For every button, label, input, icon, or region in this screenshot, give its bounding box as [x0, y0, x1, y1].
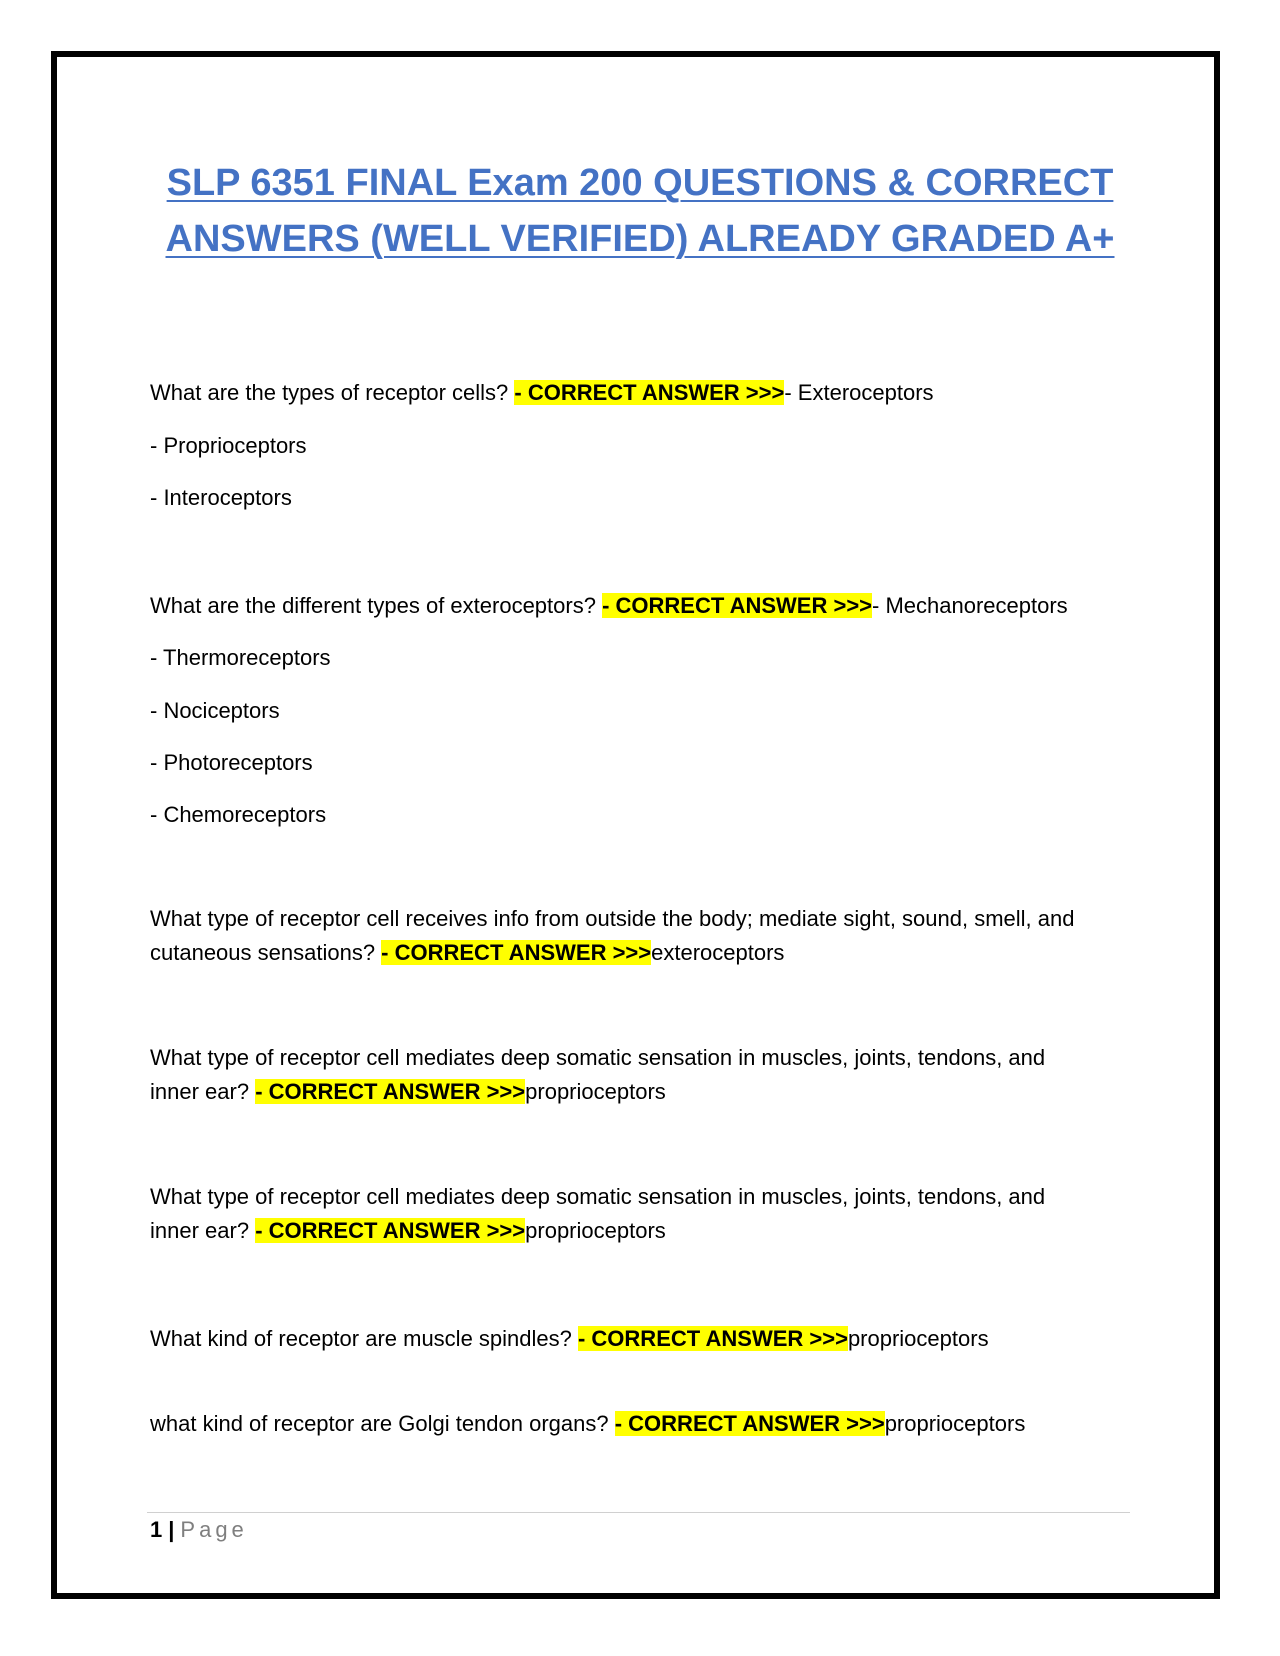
question-text: inner ear? [150, 1218, 256, 1243]
qa-item-4-question-line-2 [150, 1074, 666, 1109]
answer-list-item: - Photoreceptors [150, 750, 313, 775]
qa-item-2-question [150, 588, 1068, 623]
footer-divider [147, 1512, 1130, 1513]
question-text: What kind of receptor are muscle spindles? [150, 1326, 578, 1351]
correct-answer-marker: - CORRECT ANSWER >>> [514, 380, 785, 405]
title-line-2: ANSWERS (WELL VERIFIED) ALREADY GRADED A+ [165, 218, 1115, 260]
answer-text: exteroceptors [651, 940, 785, 965]
answer-list-item: - Nociceptors [150, 698, 280, 723]
qa-item-1-question [150, 375, 934, 410]
footer-separator: | [168, 1517, 175, 1542]
correct-answer-marker: - CORRECT ANSWER >>> [602, 593, 873, 618]
page-number: 1 [150, 1517, 163, 1542]
page-footer [150, 1514, 248, 1546]
answer-text: - Mechanoreceptors [872, 593, 1068, 618]
qa-item-7-question [150, 1406, 1025, 1441]
qa-item-5-question-line-1: What type of receptor cell mediates deep somatic sensation in muscles, joints, tendons, and [150, 1184, 1046, 1209]
correct-answer-marker: - CORRECT ANSWER >>> [381, 940, 652, 965]
qa-item-3-question-line-1: What type of receptor cell receives info from outside the body; mediate sight, sound, smell, and [150, 906, 1075, 931]
qa-item-3-question-line-2 [150, 935, 784, 970]
answer-text: proprioceptors [884, 1411, 1026, 1436]
answer-text: proprioceptors [525, 1218, 666, 1243]
correct-answer-marker: - CORRECT ANSWER >>> [577, 1326, 848, 1351]
answer-list-item: - Thermoreceptors [150, 645, 331, 670]
qa-item-5-question-line-2 [150, 1213, 666, 1248]
qa-item-4-question-line-1: What type of receptor cell mediates deep somatic sensation in muscles, joints, tendons, and [150, 1045, 1046, 1070]
answer-list-item: - Interoceptors [150, 485, 292, 510]
answer-list-item: - Chemoreceptors [150, 802, 327, 827]
question-text: inner ear? [150, 1079, 256, 1104]
correct-answer-marker: - CORRECT ANSWER >>> [255, 1079, 526, 1104]
title-line-1: SLP 6351 FINAL Exam 200 QUESTIONS & CORRECT [166, 162, 1114, 204]
answer-text: proprioceptors [847, 1326, 989, 1351]
answer-text: - Exteroceptors [784, 380, 934, 405]
answer-text: proprioceptors [525, 1079, 666, 1104]
question-text: cutaneous sensations? [150, 940, 382, 965]
question-text: what kind of receptor are Golgi tendon organs? [150, 1411, 615, 1436]
question-text: What are the different types of exteroceptors? [150, 593, 603, 618]
question-text: What are the types of receptor cells? [150, 380, 515, 405]
correct-answer-marker: - CORRECT ANSWER >>> [614, 1411, 885, 1436]
answer-list-item: - Proprioceptors [150, 433, 307, 458]
page-label: Page [180, 1517, 248, 1542]
correct-answer-marker: - CORRECT ANSWER >>> [255, 1218, 526, 1243]
qa-item-6-question [150, 1321, 989, 1356]
document-title [140, 155, 1140, 267]
